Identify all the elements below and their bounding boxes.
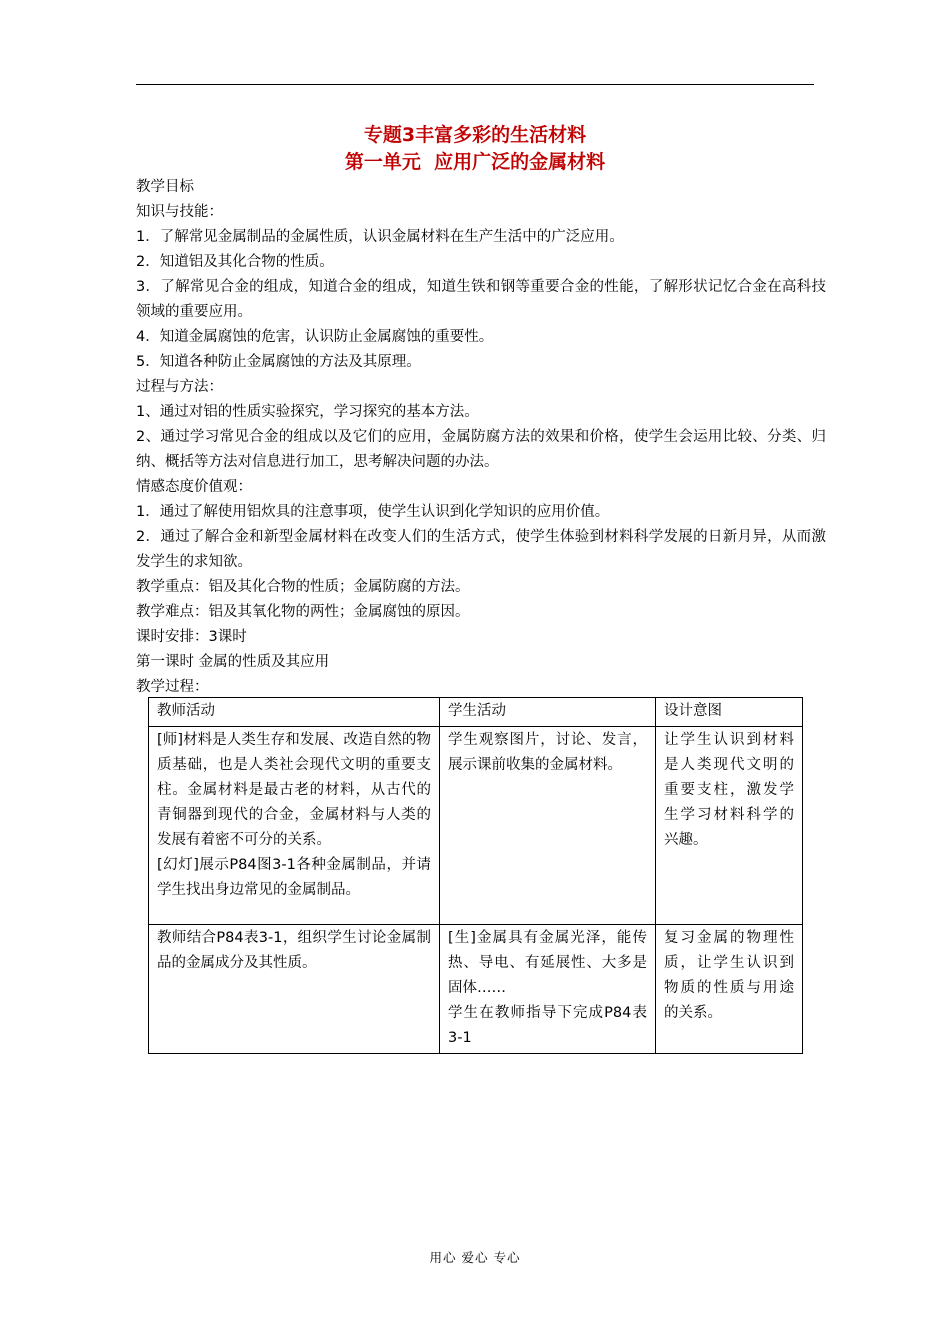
section-heading: 教学目标 <box>136 179 194 195</box>
cell-paragraph: [幻灯]展示P84图3-1各种金属制品，并请学生找出身边常见的金属制品。 <box>157 857 431 898</box>
objective-item: 2．知道铝及其化合物的性质。 <box>136 254 334 270</box>
teacher-activity-cell <box>149 727 440 925</box>
body-text <box>136 175 826 700</box>
objective-item: 1、通过对铝的性质实验探究，学习探究的基本方法。 <box>136 404 479 420</box>
objective-item: 1．了解常见金属制品的金属性质，认识金属材料在生产生活中的广泛应用。 <box>136 229 624 245</box>
objective-item: 2．通过了解合金和新型金属材料在改变人们的生活方式，使学生体验到材料科学发展的日新月异，从而激发学生的求知欲。 <box>136 529 826 570</box>
document-title: 专题3丰富多彩的生活材料 <box>363 124 587 146</box>
schedule: 课时安排：3课时 <box>136 629 247 645</box>
design-intent-cell <box>656 727 803 925</box>
header-rule <box>136 84 814 85</box>
header-cell: 学生活动 <box>440 698 656 727</box>
objective-item: 1．通过了解使用铝炊具的注意事项，使学生认识到化学知识的应用价值。 <box>136 504 610 520</box>
cell-paragraph: 学生在教师指导下完成P84表3-1 <box>448 1005 647 1046</box>
cell-paragraph: 学生观察图片，讨论、发言，展示课前收集的金属材料。 <box>448 732 647 773</box>
cell-paragraph: 教师结合P84表3-1，组织学生讨论金属制品的金属成分及其性质。 <box>157 930 431 971</box>
design-intent-cell <box>656 925 803 1054</box>
header-cell: 教师活动 <box>149 698 440 727</box>
student-activity-cell <box>440 727 656 925</box>
cell-paragraph: [生]金属具有金属光泽，能传热、导电、有延展性、大多是固体…… <box>448 930 647 996</box>
objective-item: 4．知道金属腐蚀的危害，认识防止金属腐蚀的重要性。 <box>136 329 494 345</box>
table-row <box>149 925 803 1054</box>
page-footer: 用心 爱心 专心 <box>429 1250 521 1265</box>
difficult-points: 教学难点：铝及其氧化物的两性；金属腐蚀的原因。 <box>136 604 470 620</box>
lesson-table <box>148 697 803 1054</box>
objective-item: 3．了解常见合金的组成，知道合金的组成，知道生铁和钢等重要合金的性能，了解形状记忆合金在高科技领域的重要应用。 <box>136 279 826 320</box>
subsection-heading: 情感态度价值观： <box>136 479 252 495</box>
unit-title: 第一单元 应用广泛的金属材料 <box>344 151 606 173</box>
subsection-heading: 过程与方法： <box>136 379 223 395</box>
cell-paragraph: 让学生认识到材料是人类现代文明的重要支柱，激发学生学习材料科学的兴趣。 <box>664 732 794 848</box>
cell-paragraph: [师]材料是人类生存和发展、改造自然的物质基础，也是人类社会现代文明的重要支柱。金属材料是最古老的材料，从古代的青铜器到现代的合金，金属材料与人类的发展有着密不可分的关系。 <box>157 732 431 848</box>
cell-paragraph: 复习金属的物理性质，让学生认识到物质的性质与用途的关系。 <box>664 930 794 1021</box>
teacher-activity-cell <box>149 925 440 1054</box>
subsection-heading: 知识与技能： <box>136 204 223 220</box>
objective-item: 2、通过学习常见合金的组成以及它们的应用，金属防腐方法的效果和价格，使学生会运用比较、分类、归纳、概括等方法对信息进行加工，思考解决问题的办法。 <box>136 429 826 470</box>
table-header-row <box>149 698 803 727</box>
header-cell: 设计意图 <box>656 698 803 727</box>
process-heading: 教学过程： <box>136 679 209 695</box>
title-block <box>136 122 814 176</box>
key-points: 教学重点：铝及其化合物的性质；金属防腐的方法。 <box>136 579 470 595</box>
student-activity-cell <box>440 925 656 1054</box>
table-row <box>149 727 803 925</box>
objective-item: 5．知道各种防止金属腐蚀的方法及其原理。 <box>136 354 421 370</box>
lesson-title: 第一课时 金属的性质及其应用 <box>136 654 330 670</box>
